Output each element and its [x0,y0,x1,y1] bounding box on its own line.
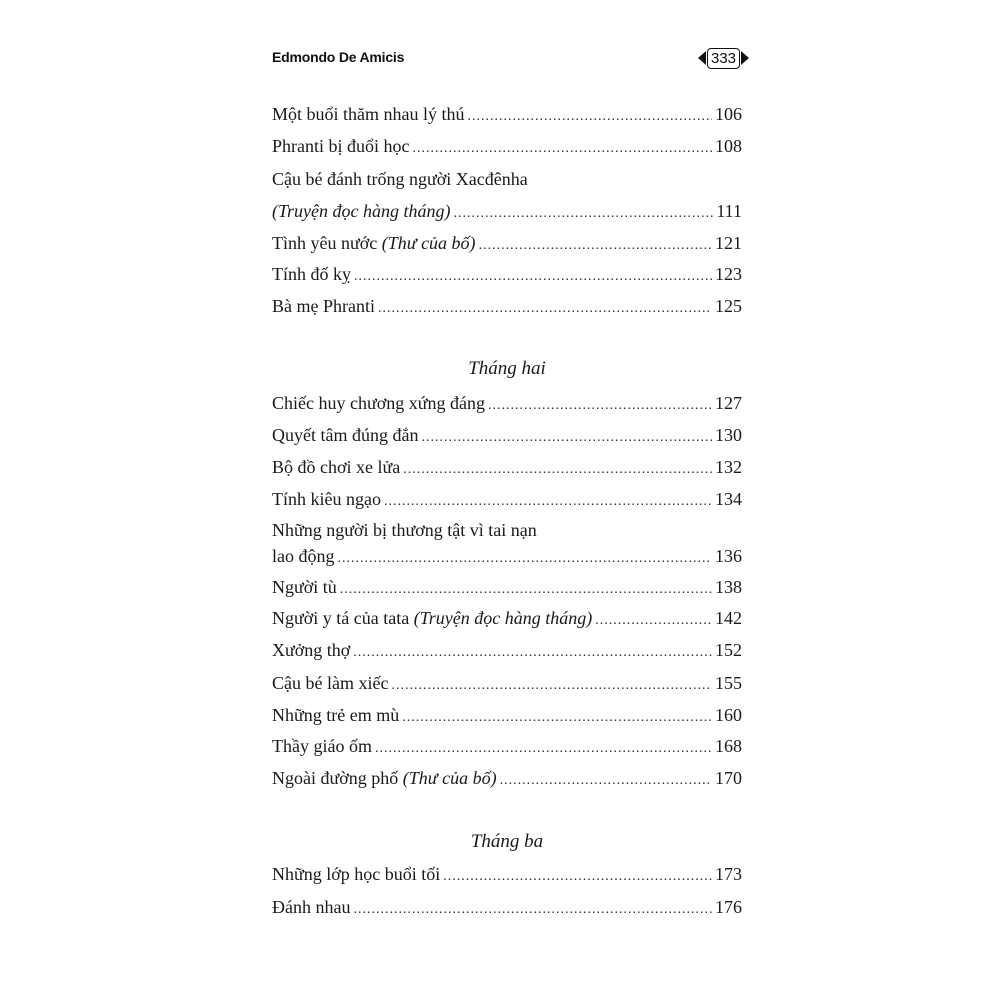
toc-entry [272,702,742,728]
toc-entry-page: 136 [715,546,742,566]
toc-entry [272,637,742,663]
toc-entry [272,605,742,631]
toc-entry-page: 125 [715,296,742,316]
toc-entry-title: Người y tá của tata (Truyện đọc hàng tháng) [272,608,593,628]
toc-leader-dots [443,864,712,890]
toc-entry-page: 132 [715,457,742,477]
toc-entry-title: Những lớp học buổi tối [272,864,441,884]
toc-entry [272,390,742,416]
toc-entry-title: Phranti bị đuổi học [272,136,410,156]
toc-entry-page: 121 [715,233,742,253]
toc-leader-dots [421,425,712,451]
page-number-badge [698,46,749,70]
toc-entry-title-italic: (Truyện đọc hàng tháng) [272,201,451,221]
toc-entry-title: Bà mẹ Phranti [272,296,375,316]
section-heading: Tháng hai [468,358,546,379]
toc-entry-page: 127 [715,393,742,413]
toc-entry-title: Ngoài đường phố (Thư của bố) [272,768,497,788]
toc-leader-dots [488,393,712,419]
toc-leader-dots [338,546,713,572]
toc-entry [272,133,742,159]
toc-leader-dots [353,897,712,923]
toc-entry-first-line [272,517,742,543]
toc-entry-page: 130 [715,425,742,445]
toc-entry-page: 173 [715,864,742,884]
toc-leader-dots [340,577,712,603]
toc-entry-page: 108 [715,136,742,156]
toc-entry-page: 160 [715,705,742,725]
toc-entry [272,198,742,224]
toc-entry-title: Người tù [272,577,337,597]
toc-leader-dots [413,136,713,162]
toc-entry-title: Cậu bé làm xiếc [272,673,389,693]
toc-entry-page: 106 [715,104,742,124]
toc-entry-page: 155 [715,673,742,693]
toc-leader-dots [378,296,712,322]
toc-entry [272,230,742,256]
toc-entry-title: Tình yêu nước (Thư của bố) [272,233,476,253]
toc-leader-dots [391,673,712,699]
page-number: 333 [707,48,740,69]
toc-leader-dots [500,768,712,794]
toc-entry [272,454,742,480]
toc-entry-title: Một buổi thăm nhau lý thú [272,104,465,124]
toc-entry-title: Tính kiêu ngạo [272,489,381,509]
toc-entry [272,422,742,448]
toc-leader-dots [353,640,712,666]
toc-entry-title-cont: lao động [272,546,335,566]
toc-leader-dots [384,489,712,515]
toc-entry [272,670,742,696]
toc-entry [272,894,742,920]
toc-entry-page: 142 [715,608,742,628]
toc-entry-title: Những trẻ em mù [272,705,400,725]
toc-entry-title: Quyết tâm đúng đắn [272,425,419,445]
toc-entry [272,486,742,512]
toc-entry [272,765,742,791]
toc-entry-page: 138 [715,577,742,597]
toc-leader-dots [402,705,712,731]
toc-entry-page: 176 [715,897,742,917]
toc-entry-title: Cậu bé đánh trống người Xacđênha [272,169,528,189]
toc-entry [272,543,742,569]
toc-entry-title: Xưởng thợ [272,640,351,660]
toc-leader-dots [595,608,712,634]
toc-entry-page: 152 [715,640,742,660]
running-header-author: Edmondo De Amicis [272,49,405,65]
toc-entry-title: Tính đố kỵ [272,264,351,284]
toc-entry-page: 170 [715,768,742,788]
triangle-right-icon [741,51,749,65]
toc-entry-page: 134 [715,489,742,509]
toc-entry-first-line [272,166,742,192]
toc-entry [272,293,742,319]
toc-entry [272,574,742,600]
toc-entry-title: Những người bị thương tật vì tai nạn [272,520,537,540]
toc-leader-dots [354,264,712,290]
toc-entry-title: Đánh nhau [272,897,351,917]
section-heading: Tháng ba [470,831,544,852]
toc-leader-dots [403,457,712,483]
toc-leader-dots [453,201,713,227]
toc-entry-page: 123 [715,264,742,284]
toc-entry-title: Chiếc huy chương xứng đáng [272,393,485,413]
toc-leader-dots [479,233,712,259]
toc-entry [272,101,742,127]
triangle-left-icon [698,51,706,65]
toc-entry [272,733,742,759]
toc-entry [272,261,742,287]
toc-entry-title: Thầy giáo ốm [272,736,372,756]
toc-leader-dots [375,736,712,762]
toc-entry [272,861,742,887]
toc-entry-page: 111 [716,201,742,221]
toc-leader-dots [468,104,713,130]
toc-entry-page: 168 [715,736,742,756]
toc-entry-title: Bộ đồ chơi xe lửa [272,457,401,477]
